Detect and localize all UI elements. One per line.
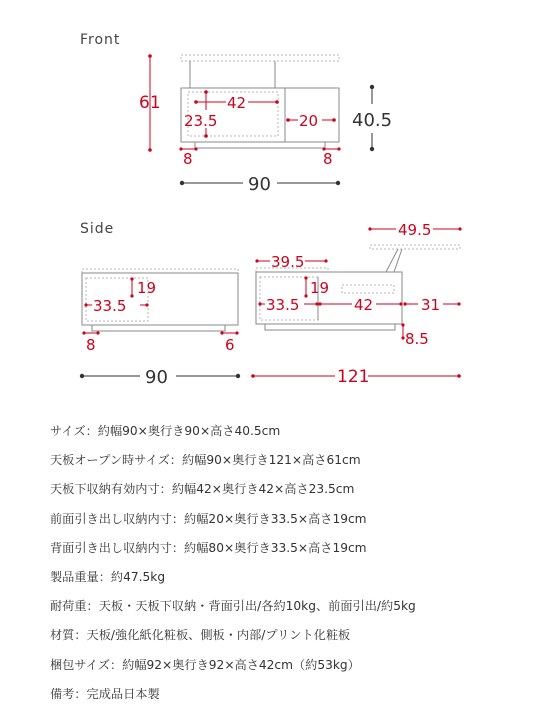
spec-back-drawer: 背面引き出し収納内寸：約幅80×奥行き33.5×高さ19cm <box>50 540 367 555</box>
side-right-depth-label: 31 <box>421 296 441 314</box>
spec-weight: 製品重量：約47.5kg <box>50 569 166 584</box>
side-leg-height-label: 8.5 <box>405 330 429 348</box>
side-leg-right-label: 6 <box>225 336 235 354</box>
spec-notes: 備考：完成品日本製 <box>50 686 160 701</box>
front-height-open-dim <box>139 54 161 152</box>
front-width-dim <box>180 174 340 195</box>
front-drawer-width-label: 42 <box>227 94 247 112</box>
spec-package-size: 梱包サイズ：約幅92×奥行き92×高さ42cm（約53kg） <box>50 657 360 672</box>
side-depth-open-dim <box>251 367 461 387</box>
spec-load-capacity: 耐荷重：天板・天板下収納・背面引出/各約10kg、前面引出/約5kg <box>50 599 416 614</box>
side-top-extend-label: 49.5 <box>398 221 432 239</box>
spec-under-top-storage: 天板下収納有効内寸：約幅42×奥行き42×高さ23.5cm <box>50 482 355 497</box>
side-leg-left-label: 8 <box>86 336 96 354</box>
side-open-drawer-depth-label: 33.5 <box>266 296 300 314</box>
spec-list <box>50 417 530 709</box>
front-title: Front <box>80 32 121 48</box>
side-drawer-depth-label: 33.5 <box>93 297 127 315</box>
side-open-drawer-height-label: 19 <box>310 279 330 297</box>
front-drawer-height-label: 23.5 <box>184 112 218 130</box>
spec-size: サイズ：約幅90×奥行き90×高さ40.5cm <box>50 424 281 438</box>
spec-size-open: 天板オープン時サイズ：約幅90×奥行き121×高さ61cm <box>50 453 361 468</box>
side-title: Side <box>80 221 115 237</box>
front-leg-dims <box>179 147 340 168</box>
side-mid-depth-label: 42 <box>354 296 374 314</box>
front-leg-left-label: 8 <box>183 150 193 168</box>
front-height-open-label: 61 <box>139 93 161 113</box>
front-width-label: 90 <box>248 174 271 195</box>
spec-material: 材質：天板/強化紙化粧板、側板・内部/プリント化粧板 <box>50 628 351 643</box>
front-height-closed-label: 40.5 <box>352 110 393 131</box>
front-height-closed-dim <box>352 85 392 151</box>
side-depth-open-label: 121 <box>337 367 370 387</box>
front-leg-right-label: 8 <box>323 150 333 168</box>
side-depth-dim <box>80 367 240 388</box>
side-drawer-height-label: 19 <box>137 279 157 297</box>
front-drawer-front-width-label: 20 <box>299 112 319 130</box>
side-left-span-label: 39.5 <box>271 253 305 271</box>
side-depth-label: 90 <box>145 367 168 388</box>
spec-front-drawer: 前面引き出し収納内寸：約幅20×奥行き33.5×高さ19cm <box>50 511 367 526</box>
